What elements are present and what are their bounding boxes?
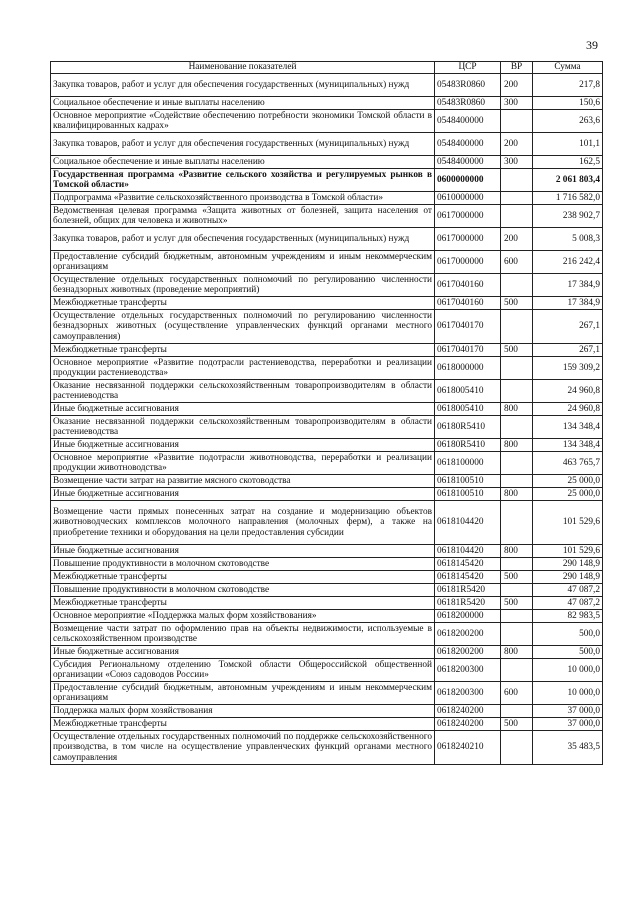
table-row: [51, 192, 603, 205]
table-row: [51, 452, 603, 475]
table-body: [51, 74, 603, 765]
row-sum-cell: 267,1: [533, 310, 603, 344]
table-row: [51, 169, 603, 192]
row-name-cell: Предоставление субсидий бюджетным, автономным учреждениям и иным некоммерческим организациям: [51, 251, 435, 274]
row-vr-cell: 200: [501, 74, 533, 97]
row-sum-cell: 10 000,0: [533, 682, 603, 705]
row-vr-cell: 800: [501, 488, 533, 501]
row-csr-cell: 0618005410: [435, 380, 501, 403]
row-name-cell: Основное мероприятие «Содействие обеспечению потребности экономики Томской области в квалифицированных кадрах»: [51, 110, 435, 133]
row-sum-cell: 10 000,0: [533, 659, 603, 682]
table-row: [51, 610, 603, 623]
row-csr-cell: 0618200300: [435, 682, 501, 705]
row-csr-cell: 0618145420: [435, 558, 501, 571]
row-vr-cell: [501, 705, 533, 718]
table-row: [51, 584, 603, 597]
row-sum-cell: 37 000,0: [533, 718, 603, 731]
row-csr-cell: 0617040160: [435, 274, 501, 297]
row-name-cell: Возмещение части затрат на развитие мясного скотоводства: [51, 475, 435, 488]
row-name-cell: Оказание несвязанной поддержки сельскохозяйственным товаропроизводителям в области растениеводства: [51, 416, 435, 439]
table-row: [51, 416, 603, 439]
row-csr-cell: 05483R0860: [435, 74, 501, 97]
row-vr-cell: 800: [501, 646, 533, 659]
row-vr-cell: 200: [501, 228, 533, 251]
table-row: [51, 251, 603, 274]
row-csr-cell: 0618100510: [435, 475, 501, 488]
row-name-cell: Основное мероприятие «Развитие подотрасли растениеводства, переработки и реализации продукции растениеводства»: [51, 357, 435, 380]
row-name-cell: Основное мероприятие «Развитие подотрасли животноводства, переработки и реализации продукции животноводства»: [51, 452, 435, 475]
row-sum-cell: 500,0: [533, 646, 603, 659]
table-row: [51, 357, 603, 380]
row-csr-cell: 0548400000: [435, 156, 501, 169]
row-csr-cell: 0617040160: [435, 297, 501, 310]
row-name-cell: Иные бюджетные ассигнования: [51, 488, 435, 501]
row-name-cell: Социальное обеспечение и иные выплаты населению: [51, 156, 435, 169]
row-name-cell: Закупка товаров, работ и услуг для обеспечения государственных (муниципальных) нужд: [51, 74, 435, 97]
row-vr-cell: [501, 475, 533, 488]
row-csr-cell: 0618104420: [435, 545, 501, 558]
header-sum: Сумма: [533, 62, 603, 74]
row-vr-cell: 800: [501, 545, 533, 558]
row-csr-cell: 0617000000: [435, 228, 501, 251]
row-csr-cell: 0617000000: [435, 205, 501, 228]
row-sum-cell: 2 061 803,4: [533, 169, 603, 192]
row-vr-cell: 300: [501, 156, 533, 169]
row-csr-cell: 06180R5410: [435, 439, 501, 452]
row-name-cell: Повышение продуктивности в молочном скотоводстве: [51, 558, 435, 571]
row-vr-cell: [501, 110, 533, 133]
row-name-cell: Межбюджетные трансферты: [51, 344, 435, 357]
row-csr-cell: 05483R0860: [435, 97, 501, 110]
row-csr-cell: 0600000000: [435, 169, 501, 192]
row-vr-cell: [501, 169, 533, 192]
table-header-row: [51, 62, 603, 74]
row-name-cell: Осуществление отдельных государственных полномочий по регулированию численности безнадзорных животных (осуществление управленческих функций органами местного самоуправления): [51, 310, 435, 344]
table-row: [51, 74, 603, 97]
row-sum-cell: 17 384,9: [533, 274, 603, 297]
header-csr: ЦСР: [435, 62, 501, 74]
row-vr-cell: [501, 274, 533, 297]
row-vr-cell: 600: [501, 682, 533, 705]
row-sum-cell: 134 348,4: [533, 439, 603, 452]
table-row: [51, 659, 603, 682]
row-name-cell: Субсидия Региональному отделению Томской области Общероссийской общественной организации «Союз садоводов России»: [51, 659, 435, 682]
row-sum-cell: 463 765,7: [533, 452, 603, 475]
table-row: [51, 682, 603, 705]
row-vr-cell: [501, 501, 533, 545]
row-csr-cell: 0618104420: [435, 501, 501, 545]
table-row: [51, 110, 603, 133]
table-row: [51, 274, 603, 297]
header-name: Наименование показателей: [51, 62, 435, 74]
row-name-cell: Государственная программа «Развитие сельского хозяйства и регулируемых рынков в Томской области»: [51, 169, 435, 192]
table-row: [51, 475, 603, 488]
row-sum-cell: 290 148,9: [533, 558, 603, 571]
row-sum-cell: 1 716 582,0: [533, 192, 603, 205]
row-name-cell: Оказание несвязанной поддержки сельскохозяйственным товаропроизводителям в области растениеводства: [51, 380, 435, 403]
row-sum-cell: 500,0: [533, 623, 603, 646]
row-vr-cell: [501, 205, 533, 228]
row-vr-cell: [501, 659, 533, 682]
row-vr-cell: 500: [501, 571, 533, 584]
row-csr-cell: 0617000000: [435, 251, 501, 274]
row-sum-cell: 101 529,6: [533, 545, 603, 558]
row-vr-cell: [501, 380, 533, 403]
row-csr-cell: 0618100510: [435, 488, 501, 501]
row-vr-cell: 800: [501, 403, 533, 416]
row-name-cell: Межбюджетные трансферты: [51, 297, 435, 310]
table-row: [51, 344, 603, 357]
row-sum-cell: 263,6: [533, 110, 603, 133]
row-csr-cell: 0618240200: [435, 718, 501, 731]
table-row: [51, 380, 603, 403]
row-vr-cell: [501, 731, 533, 765]
row-vr-cell: [501, 623, 533, 646]
row-sum-cell: 101,1: [533, 133, 603, 156]
row-name-cell: Возмещение части затрат по оформлению прав на объекты недвижимости, используемые в сельскохозяйственном производстве: [51, 623, 435, 646]
row-vr-cell: [501, 416, 533, 439]
row-csr-cell: 0618005410: [435, 403, 501, 416]
row-vr-cell: 500: [501, 718, 533, 731]
row-vr-cell: [501, 452, 533, 475]
table-row: [51, 310, 603, 344]
row-csr-cell: 06181R5420: [435, 597, 501, 610]
table-row: [51, 571, 603, 584]
row-name-cell: Иные бюджетные ассигнования: [51, 403, 435, 416]
row-sum-cell: 47 087,2: [533, 597, 603, 610]
row-vr-cell: [501, 357, 533, 380]
table-row: [51, 718, 603, 731]
row-csr-cell: 0618200200: [435, 623, 501, 646]
row-name-cell: Иные бюджетные ассигнования: [51, 439, 435, 452]
row-sum-cell: 238 902,7: [533, 205, 603, 228]
row-sum-cell: 47 087,2: [533, 584, 603, 597]
row-vr-cell: 500: [501, 597, 533, 610]
row-name-cell: Осуществление отдельных государственных полномочий по регулированию численности безнадзорных животных (проведение мероприятий): [51, 274, 435, 297]
header-vr: ВР: [501, 62, 533, 74]
row-name-cell: Межбюджетные трансферты: [51, 571, 435, 584]
table-row: [51, 646, 603, 659]
row-sum-cell: 159 309,2: [533, 357, 603, 380]
table-row: [51, 545, 603, 558]
row-vr-cell: [501, 610, 533, 623]
row-sum-cell: 134 348,4: [533, 416, 603, 439]
row-sum-cell: 5 008,3: [533, 228, 603, 251]
row-csr-cell: 0548400000: [435, 110, 501, 133]
row-vr-cell: [501, 192, 533, 205]
row-name-cell: Поддержка малых форм хозяйствования: [51, 705, 435, 718]
row-csr-cell: 0618240200: [435, 705, 501, 718]
row-name-cell: Межбюджетные трансферты: [51, 597, 435, 610]
row-sum-cell: 217,8: [533, 74, 603, 97]
row-vr-cell: 500: [501, 344, 533, 357]
table-row: [51, 705, 603, 718]
table-row: [51, 156, 603, 169]
row-vr-cell: [501, 584, 533, 597]
table-row: [51, 731, 603, 765]
row-vr-cell: [501, 558, 533, 571]
row-csr-cell: 06180R5410: [435, 416, 501, 439]
row-name-cell: Социальное обеспечение и иные выплаты населению: [51, 97, 435, 110]
page-number: 39: [586, 38, 598, 52]
row-csr-cell: 0617040170: [435, 344, 501, 357]
row-csr-cell: 06181R5420: [435, 584, 501, 597]
row-csr-cell: 0618200000: [435, 610, 501, 623]
row-csr-cell: 0617040170: [435, 310, 501, 344]
row-name-cell: Подпрограмма «Развитие сельскохозяйственного производства в Томской области»: [51, 192, 435, 205]
row-csr-cell: 0548400000: [435, 133, 501, 156]
row-sum-cell: 216 242,4: [533, 251, 603, 274]
row-sum-cell: 150,6: [533, 97, 603, 110]
row-name-cell: Осуществление отдельных государственных полномочий по поддержке сельскохозяйственного производства, в том числе на осуществление управленческих функций органами местного самоуправления: [51, 731, 435, 765]
table-row: [51, 439, 603, 452]
row-csr-cell: 0610000000: [435, 192, 501, 205]
row-sum-cell: 267,1: [533, 344, 603, 357]
row-vr-cell: 200: [501, 133, 533, 156]
table-row: [51, 228, 603, 251]
row-csr-cell: 0618240210: [435, 731, 501, 765]
table-row: [51, 205, 603, 228]
row-sum-cell: 24 960,8: [533, 380, 603, 403]
row-name-cell: Закупка товаров, работ и услуг для обеспечения государственных (муниципальных) нужд: [51, 133, 435, 156]
row-name-cell: Предоставление субсидий бюджетным, автономным учреждениям и иным некоммерческим организациям: [51, 682, 435, 705]
row-name-cell: Иные бюджетные ассигнования: [51, 646, 435, 659]
row-sum-cell: 162,5: [533, 156, 603, 169]
row-sum-cell: 24 960,8: [533, 403, 603, 416]
row-sum-cell: 35 483,5: [533, 731, 603, 765]
row-csr-cell: 0618100000: [435, 452, 501, 475]
table-row: [51, 558, 603, 571]
row-name-cell: Повышение продуктивности в молочном скотоводстве: [51, 584, 435, 597]
table-row: [51, 488, 603, 501]
row-csr-cell: 0618200300: [435, 659, 501, 682]
table-row: [51, 133, 603, 156]
table-row: [51, 297, 603, 310]
table-row: [51, 403, 603, 416]
table-row: [51, 97, 603, 110]
row-csr-cell: 0618200200: [435, 646, 501, 659]
row-sum-cell: 82 983,5: [533, 610, 603, 623]
row-sum-cell: 25 000,0: [533, 475, 603, 488]
table-row: [51, 501, 603, 545]
row-vr-cell: 300: [501, 97, 533, 110]
table-row: [51, 597, 603, 610]
row-name-cell: Ведомственная целевая программа «Защита животных от болезней, защита населения от болезней, общих для человека и животных»: [51, 205, 435, 228]
budget-table: [50, 61, 603, 765]
row-sum-cell: 101 529,6: [533, 501, 603, 545]
row-name-cell: Межбюджетные трансферты: [51, 718, 435, 731]
row-csr-cell: 0618145420: [435, 571, 501, 584]
table-row: [51, 623, 603, 646]
row-name-cell: Иные бюджетные ассигнования: [51, 545, 435, 558]
row-name-cell: Основное мероприятие «Поддержка малых форм хозяйствования»: [51, 610, 435, 623]
row-sum-cell: 290 148,9: [533, 571, 603, 584]
row-vr-cell: [501, 310, 533, 344]
row-sum-cell: 25 000,0: [533, 488, 603, 501]
row-name-cell: Закупка товаров, работ и услуг для обеспечения государственных (муниципальных) нужд: [51, 228, 435, 251]
row-sum-cell: 37 000,0: [533, 705, 603, 718]
row-vr-cell: 600: [501, 251, 533, 274]
row-vr-cell: 500: [501, 297, 533, 310]
row-name-cell: Возмещение части прямых понесенных затрат на создание и модернизацию объектов животноводческих комплексов молочного направления (молочных ферм), а также на приобретение техники и оборудования на цели предоставления субсидии: [51, 501, 435, 545]
row-vr-cell: 800: [501, 439, 533, 452]
row-sum-cell: 17 384,9: [533, 297, 603, 310]
row-csr-cell: 0618000000: [435, 357, 501, 380]
